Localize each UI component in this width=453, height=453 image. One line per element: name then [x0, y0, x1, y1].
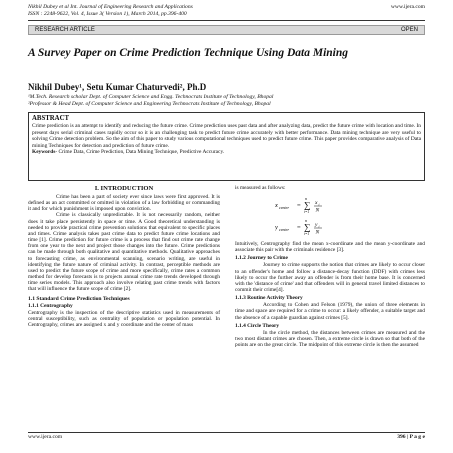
footer-website[interactable]: www.ijera.com — [28, 434, 63, 440]
journey-paragraph: Journey to crime supports the notion that crimes are likely to occur closer to an offender's home and follow a distance-decay function (DDF) with crimes less likely to occur the further away an offender is from their home base. It is concerned with the 'distance of crime' and that offenders will in general travel limited distances to commit their crime[4]. — [235, 262, 425, 294]
y-center-subscript: center — [279, 227, 289, 233]
svg-text:∑: ∑ — [304, 200, 311, 211]
left-column — [28, 185, 220, 328]
footer-rule — [28, 432, 425, 433]
x-denominator: N — [315, 207, 320, 214]
routine-activity-paragraph: According to Cohen and Felson (1979), the union of three elements in time and space are required for a crime to occur: a likely offender, a suitable target and the absence of a capable guardian against crimes [5]. — [235, 302, 425, 321]
paper-title: A Survey Paper on Crime Prediction Technique Using Data Mining — [28, 47, 349, 59]
sum-upper-1: n — [305, 196, 307, 202]
author-affiliations — [28, 94, 425, 108]
sum-lower-2: i=1 — [304, 232, 310, 237]
article-type-banner — [28, 25, 425, 35]
subsection-heading: 1.1 Standard Crime Prediction Techniques — [28, 295, 130, 302]
subsection-journey-to-crime: 1.1.2 Journey to Crime — [235, 255, 288, 262]
svg-text:=: = — [297, 224, 301, 232]
svg-text:=: = — [297, 202, 301, 210]
abstract-heading: ABSTRACT — [32, 115, 70, 122]
keywords-line — [32, 149, 421, 156]
header-rule — [28, 20, 425, 21]
sum-upper-2: n — [305, 218, 307, 224]
formula-intro: is measured as follows: — [235, 185, 286, 191]
x-center-symbol: x — [275, 202, 278, 210]
y-i-index: i — [318, 224, 320, 229]
sum-lower-1: i=1 — [304, 210, 310, 215]
right-column — [235, 185, 425, 348]
header-website[interactable]: www.ijera.com — [390, 4, 425, 10]
affiliation-1: ¹M.Tech. Research scholar Dept. of Computer Science and Engg. Technocrats Institute of Technology, Bhopal — [28, 94, 274, 100]
subsubsection-centrography: 1.1.1 Centrography — [28, 302, 73, 309]
abstract-box — [28, 112, 425, 181]
affiliation-2: ²Professor & Head Dept. of Computer Science and Engineering Technocrats Institute of Technology, Bhopal — [28, 101, 271, 107]
centrography-paragraph: Centrography is the inspection of the descriptive statistics used in measurements of central susceptibility, such as centrality of population or population potential. In Centrography, crimes are assigned x and y coordinate and the center of mass — [28, 309, 220, 328]
banner-research-article: RESEARCH ARTICLE — [35, 27, 95, 33]
center-of-mass-formula — [275, 194, 425, 238]
keywords-list: - Crime Data, Crime Prediction, Data Mining Technique, Predictive Accuracy. — [55, 149, 225, 156]
intro-paragraph-1: Crime has been a part of society ever since laws were first approved. It is defined as an act committed or omitted in violation of a law forbidding or commanding it and for which punishment is imposed upon conviction. — [28, 194, 220, 213]
intro-paragraph-2: Crime is classically unpredictable. It is not necessarily random, neither does it take place persistently in space or time. A Good theoretical understanding is needed to provide practical crime prevention solutions that equivalent to specific places and times. Crime analysis takes past crime data to predict future crime locations and time [1]. Crime prediction for future crime is a process that find out crime rate change from one year to the next and project those changes into the future. Crime predictions can be made through both qualitative and quantitative methods. Qualitative approaches to forecasting crime, as environmental scanning, scenario writing, are useful in identifying the future nature of criminal activity. In contrast, perceptible methods are used to predict the future scope of crime and more specifically, crime rates a common method for develop forecasts is to projects annual crime rate trends developed through time series models. This approach also involve relating past crime trends with factors that will influence the future scope of crime [2]. — [28, 212, 220, 293]
x-center-subscript: center — [279, 205, 289, 211]
y-i-numerator: y — [315, 222, 318, 229]
abstract-body: Crime prediction is an attempt to identify and reducing the future crime. Crime prediction uses past data and after analyzing data, predict the future crime with location and time. In present days serial criminal cases rapidly occur so it is an challenging task to predict future crime accurately with better performance. Data mining technique are very useful to solving Crime detection problem. So the aim of this paper to study various computational techniques used to predict future crime. This paper provides comparative analysis of Data mining Techniques for detection and prediction of future crime. — [32, 123, 421, 149]
y-center-symbol: y — [275, 224, 278, 232]
citation-line-1: Nikhil Dubey et al Int. Journal of Engineering Research and Applications — [28, 4, 193, 10]
paper-authors: Nikhil Dubey¹, Setu Kumar Chaturvedi², Ph.D — [28, 82, 207, 92]
subsection-routine-activity: 1.1.3 Routine Activity Theory — [235, 295, 303, 302]
x-i-numerator: x — [315, 200, 318, 207]
x-i-index: i — [318, 202, 320, 207]
section-heading-introduction: I. INTRODUCTION — [94, 185, 154, 192]
centrography-summary: Intuitively, Centrography find the mean x-coordinate and the mean y-coordinate and associate this pair with the criminals residence [3]. — [235, 241, 425, 254]
formula-svg — [275, 194, 385, 238]
subsection-circle-theory: 1.1.4 Circle Theory — [235, 322, 280, 329]
banner-open-access: OPEN — [400, 27, 418, 33]
y-denominator: N — [315, 229, 320, 236]
circle-theory-paragraph: In the circle method, the distances between crimes are measured and the two most distant crimes are chosen. Then, a extreme circle is drawn so that both of the points are on the great circle. The midpoint of this extreme circle is then the assumed — [235, 329, 425, 349]
svg-text:∑: ∑ — [304, 222, 311, 233]
page-number: 396 | P a g e — [397, 434, 425, 440]
citation-line-2: ISSN : 2248-9622, Vol. 4, Issue 3( Version 1), March 2014, pp.396-400 — [28, 11, 187, 17]
journal-citation — [28, 4, 328, 18]
keywords-label: Keywords — [32, 149, 56, 156]
